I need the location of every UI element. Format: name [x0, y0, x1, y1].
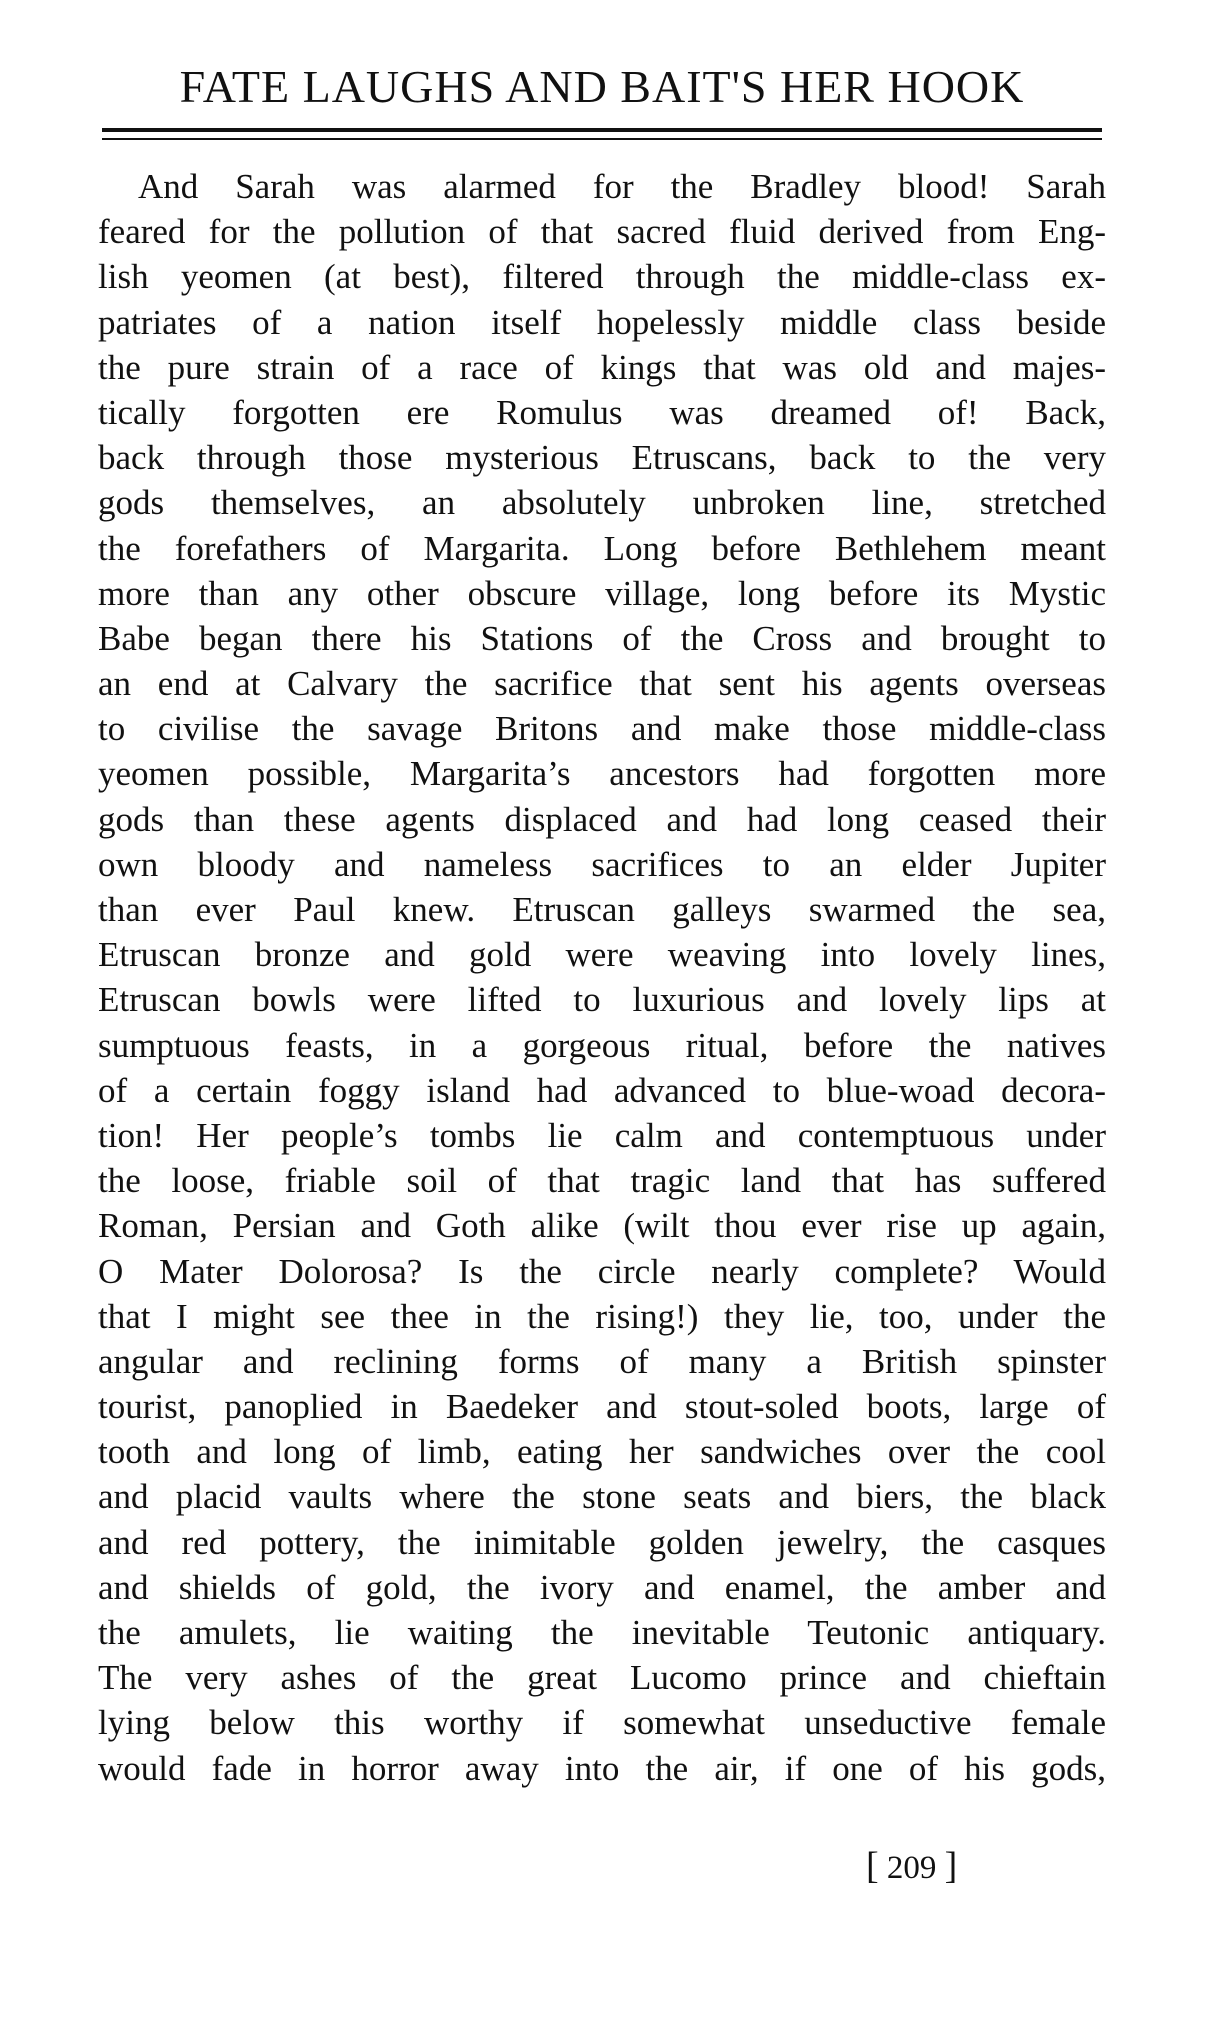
text-line: sumptuous feasts, in a gorgeous ritual, before the natives [98, 1025, 1106, 1065]
header-rule-thick [102, 128, 1102, 132]
text-line: tion! Her people’s tombs lie calm and contemptuous under [98, 1115, 1106, 1155]
text-line: the loose, friable soil of that tragic land that has suffered [98, 1161, 1106, 1201]
text-line: Etruscan bronze and gold were weaving into lovely lines, [98, 935, 1106, 975]
body-text [98, 164, 1106, 1791]
text-line: Roman, Persian and Goth alike (wilt thou ever rise up again, [98, 1206, 1106, 1246]
text-line: lying below this worthy if somewhat unseductive female [98, 1703, 1106, 1743]
text-line: own bloody and nameless sacrifices to an elder Jupiter [98, 844, 1106, 884]
text-line: The very ashes of the great Lucomo prince and chieftain [98, 1658, 1106, 1698]
text-line: Etruscan bowls were lifted to luxurious and lovely lips at [98, 980, 1106, 1020]
folio-open-bracket: [ [866, 1845, 879, 1887]
text-line: lish yeomen (at best), filtered through the middle-class ex- [98, 257, 1106, 297]
text-line: to civilise the savage Britons and make those middle-class [98, 709, 1106, 749]
text-line: the amulets, lie waiting the inevitable Teutonic antiquary. [98, 1613, 1106, 1652]
text-line: Babe began there his Stations of the Cross and brought to [98, 618, 1106, 658]
text-line: feared for the pollution of that sacred fluid derived from Eng- [98, 212, 1106, 252]
page-number [866, 1844, 957, 1888]
text-line: patriates of a nation itself hopelessly middle class beside [98, 302, 1106, 342]
text-line: back through those mysterious Etruscans, back to the very [98, 438, 1106, 478]
text-line: of a certain foggy island had advanced to blue-woad decora- [98, 1070, 1106, 1110]
text-line: gods themselves, an absolutely unbroken line, stretched [98, 483, 1106, 523]
text-line: and red pottery, the inimitable golden jewelry, the casques [98, 1522, 1106, 1562]
text-line: tooth and long of limb, eating her sandwiches over the cool [98, 1432, 1106, 1472]
text-line: would fade in horror away into the air, if one of his gods, [98, 1748, 1106, 1788]
text-line: O Mater Dolorosa? Is the circle nearly complete? Would [98, 1251, 1106, 1291]
text-line: tically forgotten ere Romulus was dreamed of! Back, [98, 392, 1106, 432]
text-line: and placid vaults where the stone seats and biers, the black [98, 1477, 1106, 1517]
text-line: gods than these agents displaced and had long ceased their [98, 799, 1106, 839]
text-line: the pure strain of a race of kings that was old and majes- [98, 347, 1106, 387]
folio-close-bracket: ] [944, 1845, 958, 1887]
text-line: more than any other obscure village, long before its Mystic [98, 573, 1106, 613]
text-line: tourist, panoplied in Baedeker and stout-soled boots, large of [98, 1387, 1106, 1427]
folio-number: 209 [886, 1850, 937, 1886]
text-line: yeomen possible, Margarita’s ancestors had forgotten more [98, 754, 1106, 794]
header-rule-thin [102, 138, 1102, 140]
text-line: And Sarah was alarmed for the Bradley blood! Sarah [138, 167, 1106, 206]
text-line: angular and reclining forms of many a British spinster [98, 1341, 1106, 1381]
text-line: an end at Calvary the sacrifice that sent his agents overseas [98, 664, 1106, 704]
text-line: that I might see thee in the rising!) they lie, too, under the [98, 1296, 1106, 1336]
text-line: the forefathers of Margarita. Long before Bethlehem meant [98, 528, 1106, 568]
text-line: and shields of gold, the ivory and enamel, the amber and [98, 1567, 1106, 1607]
running-head: FATE LAUGHS AND BAIT'S HER HOOK [179, 61, 1025, 112]
text-line: than ever Paul knew. Etruscan galleys swarmed the sea, [98, 890, 1106, 929]
